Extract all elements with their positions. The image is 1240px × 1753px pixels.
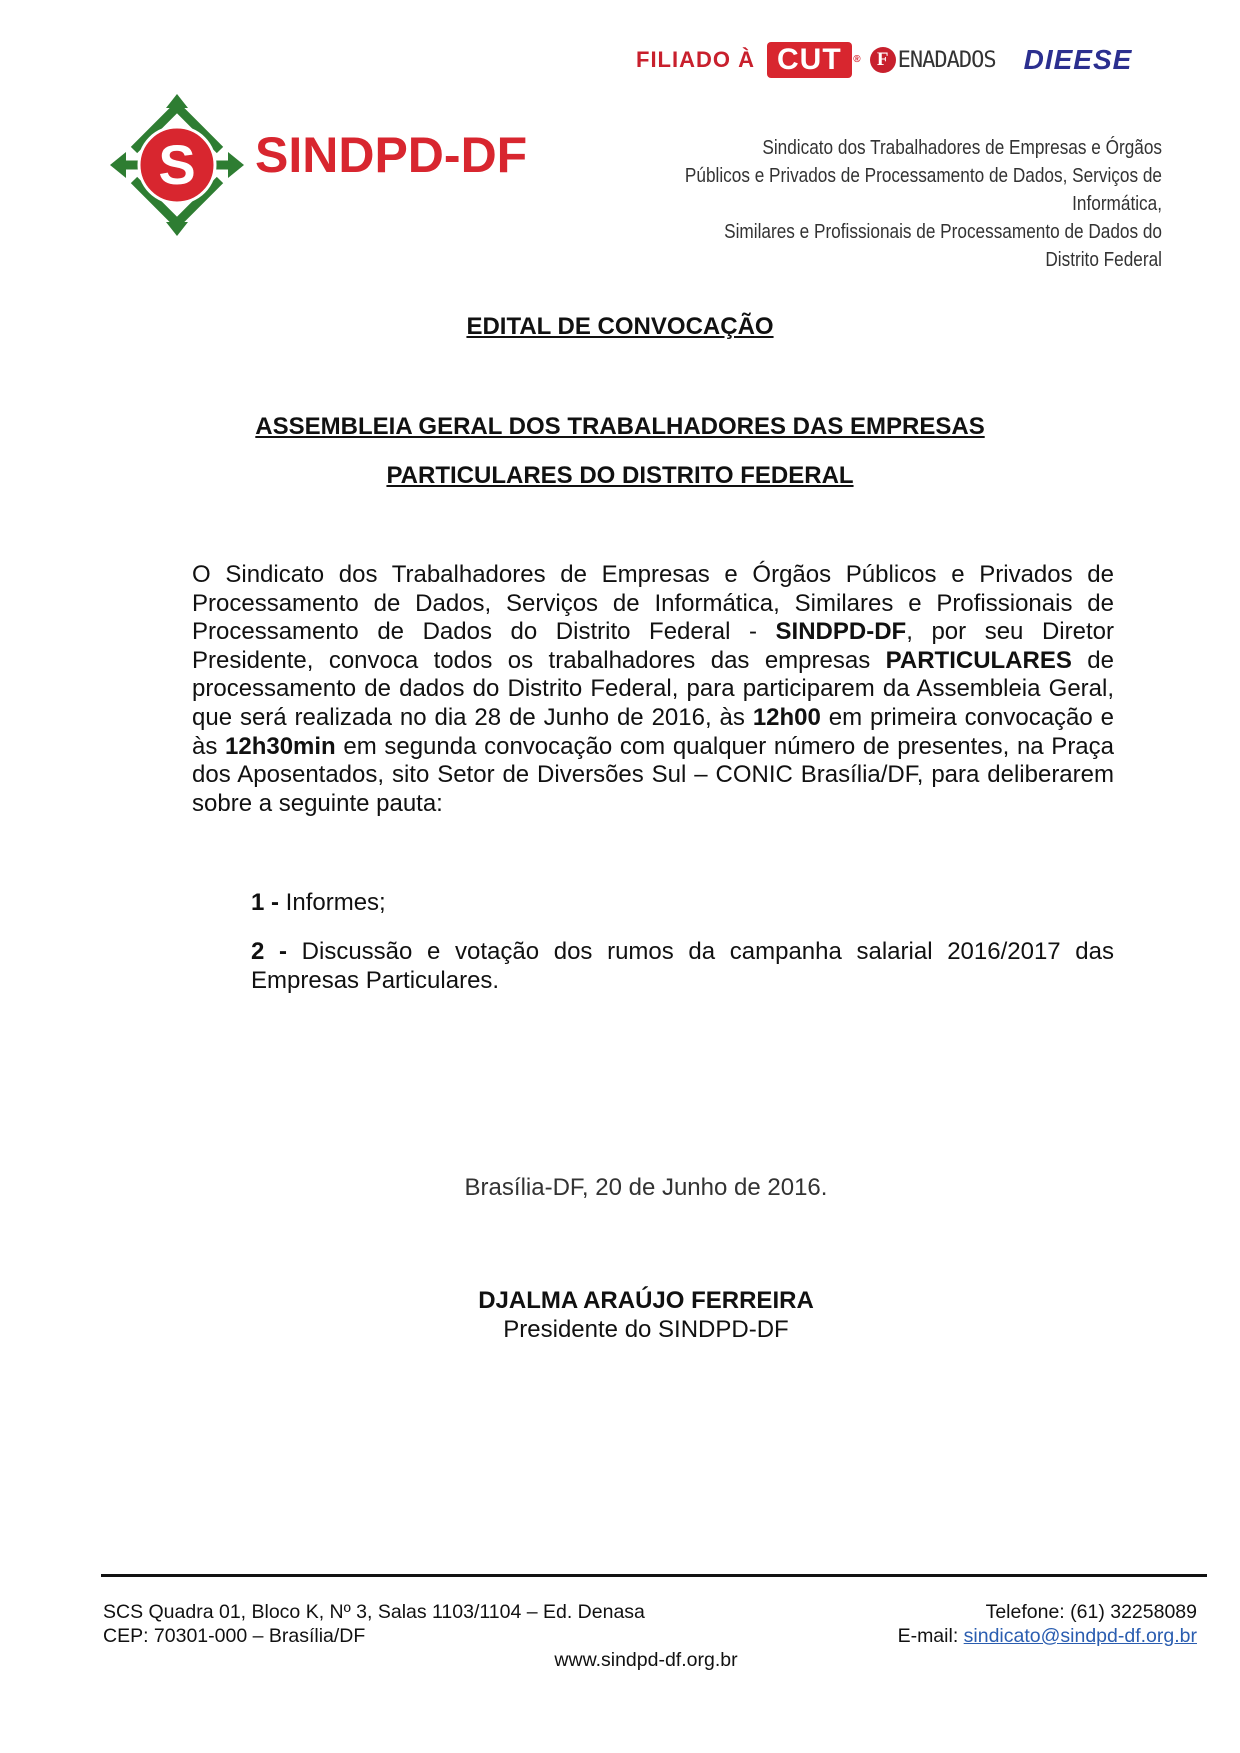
- email-line: [898, 1624, 1197, 1648]
- website-url[interactable]: www.sindpd-df.org.br: [554, 1649, 738, 1671]
- agenda-item-text: Discussão e votação dos rumos da campanha salarial 2016/2017 das Empresas Particulares.: [251, 938, 1114, 994]
- bold-particulares: PARTICULARES: [885, 646, 1072, 674]
- email-label: E-mail:: [897, 1625, 964, 1647]
- fenadados-logo-text: ENADADOS: [897, 47, 996, 73]
- dieese-logo: DIEESE: [1023, 44, 1133, 75]
- footer-contact: [898, 1600, 1197, 1648]
- convocation-paragraph: O Sindicato dos Trabalhadores de Empresas e Órgãos Públicos e Privados de Processamento de Dados, Serviços de Informática, Similares e Profissionais de Processamento de Dados do Distrito Federal - SINDPD-DF, por seu Diretor Presidente, convoca todos os trabalhadores das empresas PARTICULARES de processamento de dados do Distrito Federal, para participarem da Assembleia Geral, que será realizada no dia 28 de Junho de 2016, às 12h00 em primeira convocação e às 12h30min em segunda convocação com qualquer número de presentes, na Praça dos Aposentados, sito Setor de Diversões Sul – CONIC Brasília/DF, para deliberarem sobre a seguinte pauta:: [192, 561, 1115, 817]
- affiliation-label: FILIADO À: [636, 47, 755, 72]
- org-description-line: Sindicato dos Trabalhadores de Empresas e Órgãos: [762, 137, 1162, 159]
- brand-name: SINDPD-DF: [255, 127, 528, 183]
- bold-sindpd: SINDPD-DF: [775, 618, 907, 646]
- agenda-item-text: Informes;: [279, 889, 386, 916]
- sindpd-emblem-icon: [104, 92, 250, 238]
- signer-name: DJALMA ARAÚJO FERREIRA: [478, 1287, 814, 1314]
- affiliation-bar: [636, 40, 1132, 80]
- footer-address: [103, 1600, 645, 1648]
- document-title: EDITAL DE CONVOCAÇÃO: [466, 313, 774, 340]
- bold-first-call-time: 12h00: [752, 703, 821, 731]
- signer-role: Presidente do SINDPD-DF: [503, 1316, 789, 1343]
- emblem-letter: S: [158, 133, 196, 196]
- agenda-item: [251, 889, 1114, 918]
- address-line1: SCS Quadra 01, Bloco K, Nº 3, Salas 1103/1104 – Ed. Denasa: [103, 1601, 645, 1623]
- city-date: Brasília-DF, 20 de Junho de 2016.: [464, 1174, 828, 1201]
- agenda-item: [251, 938, 1114, 995]
- fenadados-logo: [870, 47, 996, 73]
- cut-logo: CUT ®: [767, 42, 852, 78]
- document-subtitle-line1: ASSEMBLEIA GERAL DOS TRABALHADORES DAS EMPRESAS: [255, 413, 985, 440]
- org-description-line: Públicos e Privados de Processamento de Dados, Serviços de Informática,: [684, 165, 1162, 215]
- document-subtitle-line2: PARTICULARES DO DISTRITO FEDERAL: [386, 462, 854, 489]
- agenda-item-number: 2 -: [251, 938, 287, 965]
- agenda-item-number: 1 -: [251, 889, 280, 916]
- address-line2: CEP: 70301-000 – Brasília/DF: [103, 1625, 366, 1647]
- fenadados-logo-initial: F: [870, 47, 896, 73]
- organization-description: [602, 134, 1162, 274]
- phone-number: Telefone: (61) 32258089: [985, 1601, 1197, 1623]
- bold-second-call-time: 12h30min: [225, 732, 336, 760]
- email-link[interactable]: sindicato@sindpd-df.org.br: [963, 1625, 1197, 1647]
- footer-divider: [101, 1574, 1207, 1577]
- org-description-line: Similares e Profissionais de Processamento de Dados do Distrito Federal: [724, 221, 1162, 271]
